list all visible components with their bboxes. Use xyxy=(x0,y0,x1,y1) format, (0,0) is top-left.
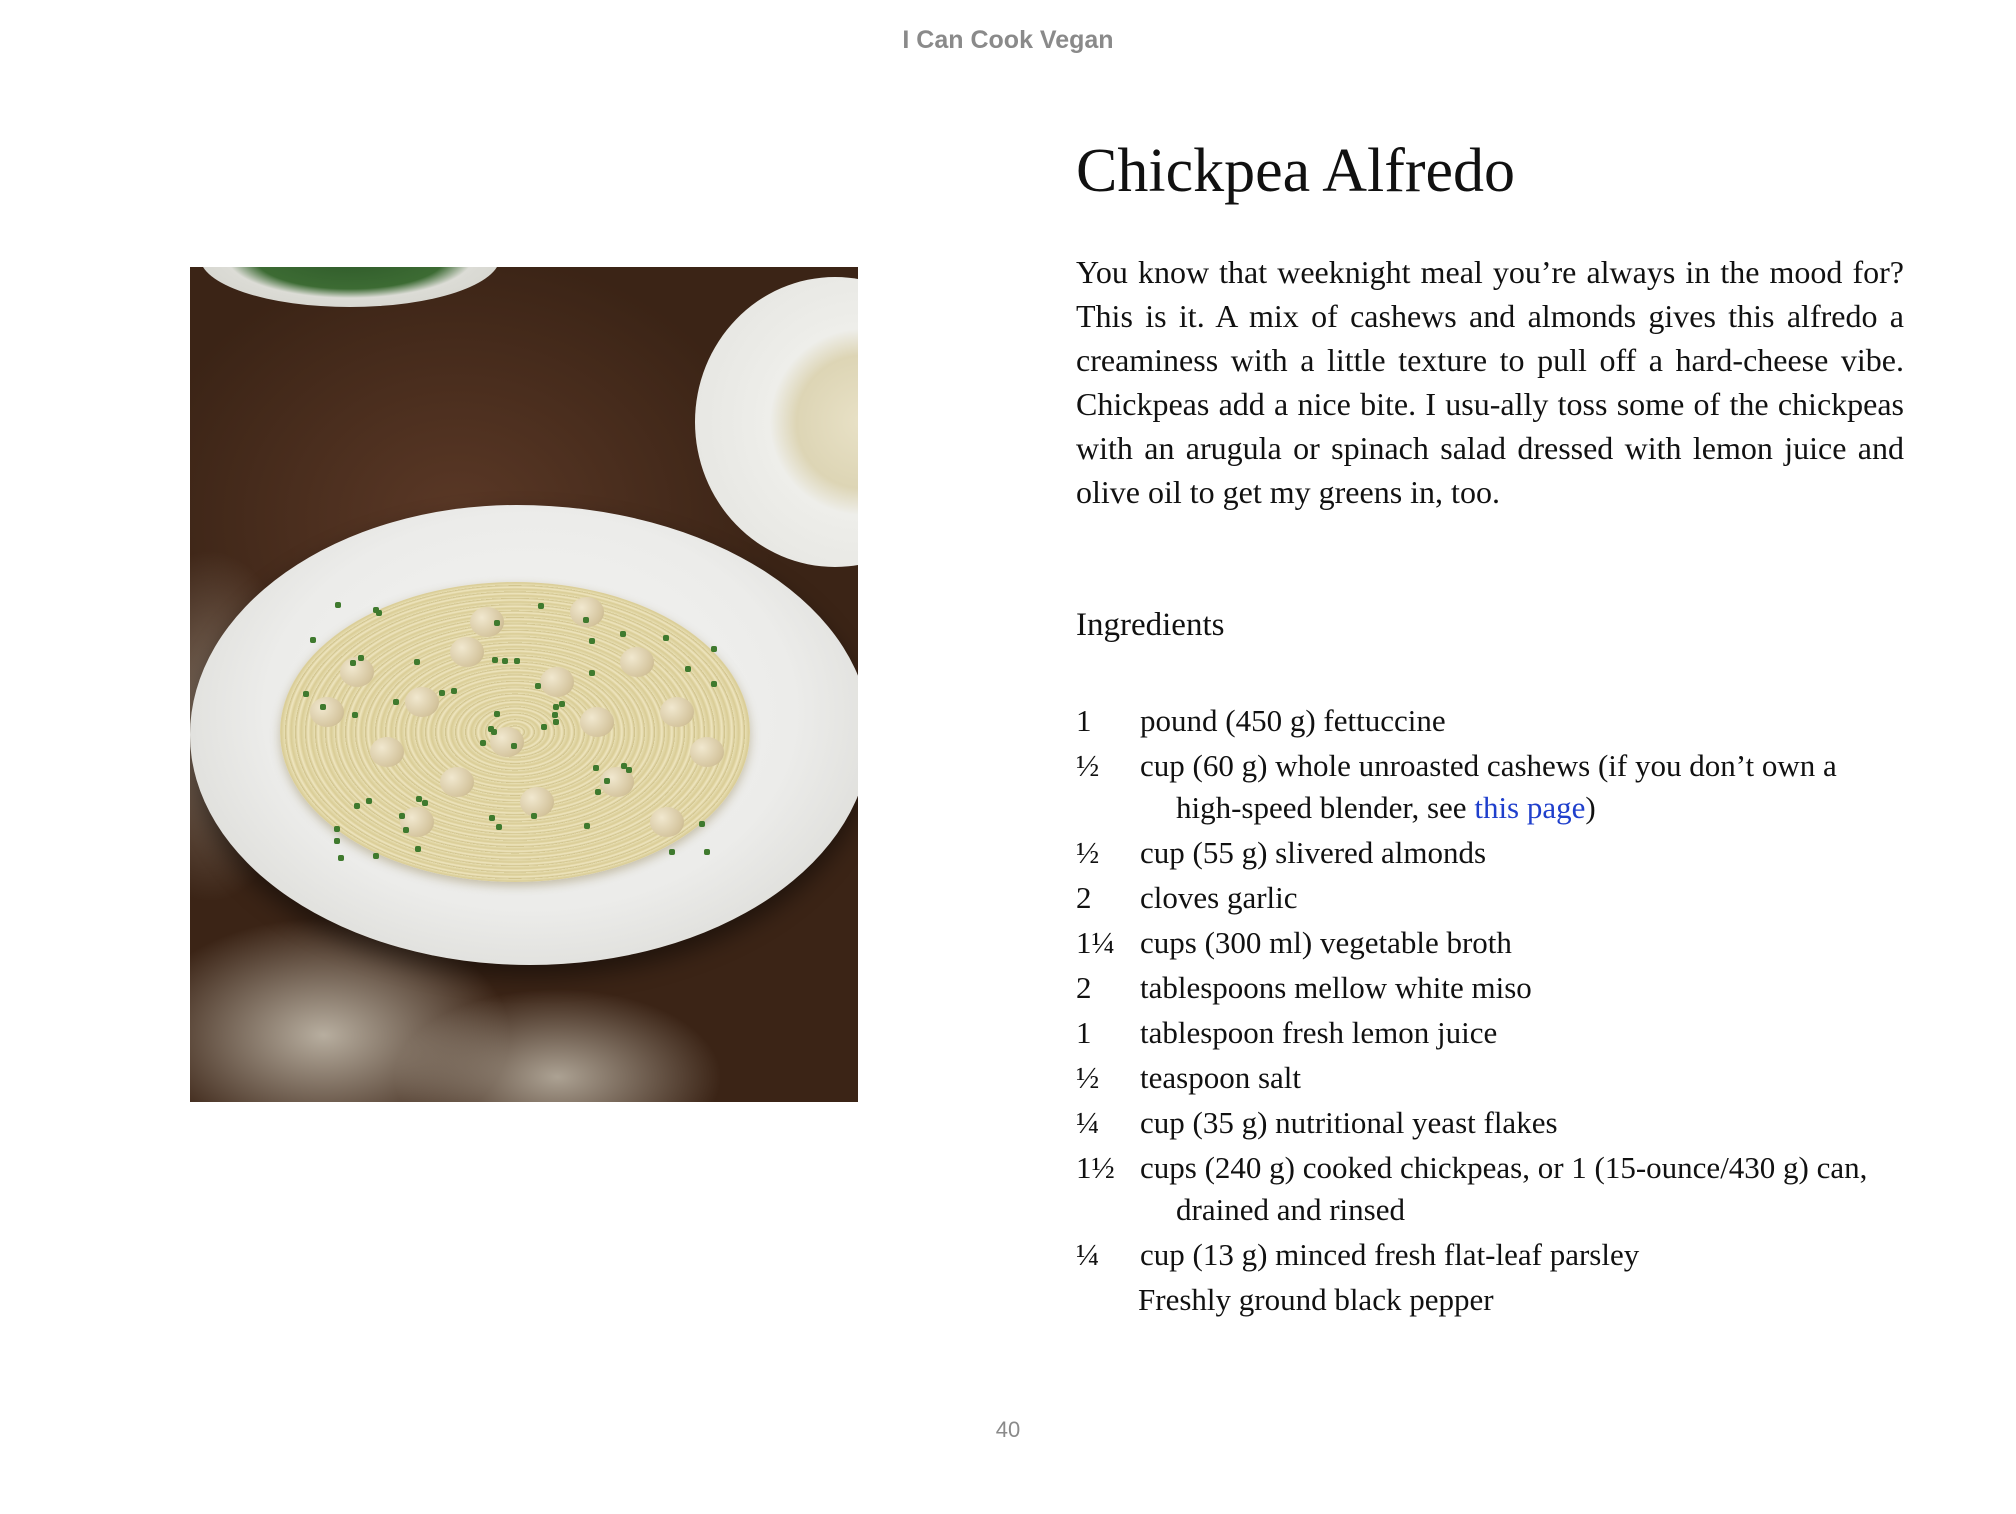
page-number: 40 xyxy=(995,1417,1021,1442)
ingredients-list xyxy=(1076,700,1916,1324)
ingredient-item xyxy=(1076,832,1916,874)
parsley-fleck xyxy=(553,719,559,725)
ingredient-qty: 1¼ xyxy=(1076,925,1115,960)
ingredient-item xyxy=(1076,967,1916,1009)
ingredient-qty: 1 xyxy=(1076,703,1092,738)
ingredient-continuation xyxy=(1140,787,1916,829)
herb-bowl xyxy=(200,267,500,307)
parsley-fleck xyxy=(511,743,517,749)
parsley-fleck xyxy=(303,691,309,697)
chickpea xyxy=(440,767,474,797)
ingredient-cont-text: high-speed blender, see xyxy=(1176,790,1475,825)
parsley-fleck xyxy=(350,660,356,666)
ingredient-cont-end: ) xyxy=(1585,790,1596,825)
parsley-fleck xyxy=(663,635,669,641)
parsley-fleck xyxy=(338,855,344,861)
chickpea xyxy=(620,647,654,677)
ingredient-item xyxy=(1076,922,1916,964)
parsley-fleck xyxy=(334,838,340,844)
ingredient-qty: ½ xyxy=(1076,835,1100,870)
parsley-fleck xyxy=(422,800,428,806)
parsley-fleck xyxy=(393,699,399,705)
ingredient-continuation: drained and rinsed xyxy=(1176,1192,1405,1227)
parsley-fleck xyxy=(604,778,610,784)
parsley-fleck xyxy=(595,789,601,795)
parsley-fleck xyxy=(416,796,422,802)
ingredient-item xyxy=(1076,1012,1916,1054)
recipe-photo xyxy=(190,267,858,1102)
ingredient-text: tablespoons mellow white miso xyxy=(1140,970,1532,1005)
parsley-fleck xyxy=(334,826,340,832)
parsley-fleck xyxy=(626,767,632,773)
parsley-fleck xyxy=(620,631,626,637)
ingredient-qty: ½ xyxy=(1076,1060,1100,1095)
ingredient-qty: ¼ xyxy=(1076,1105,1100,1140)
parsley-fleck xyxy=(451,688,457,694)
parsley-fleck xyxy=(354,803,360,809)
ingredient-text: pound (450 g) fettuccine xyxy=(1140,703,1446,738)
recipe-intro: You know that weeknight meal you’re always in the mood for? This is it. A mix of cashews and almonds gives this alfredo a creaminess with a little texture to pull off a hard-cheese vibe. Chickpeas add a nice bite. I usu-ally toss some of the chickpeas with an arugula or spinach salad dressed with lemon juice and olive oil to get my greens in, too. xyxy=(1076,254,1904,510)
chickpea xyxy=(450,637,484,667)
parsley-fleck xyxy=(699,821,705,827)
ingredient-text: tablespoon fresh lemon juice xyxy=(1140,1015,1498,1050)
ingredient-qty: 2 xyxy=(1076,880,1092,915)
parsley-fleck xyxy=(552,712,558,718)
ingredient-item xyxy=(1076,1147,1916,1231)
parsley-fleck xyxy=(583,617,589,623)
parsley-fleck xyxy=(711,681,717,687)
ingredient-text: Freshly ground black pepper xyxy=(1138,1282,1494,1317)
side-plate xyxy=(695,277,858,567)
parsley-fleck xyxy=(373,853,379,859)
parsley-fleck xyxy=(589,638,595,644)
parsley-fleck xyxy=(669,849,675,855)
parsley-fleck xyxy=(399,813,405,819)
parsley-fleck xyxy=(494,620,500,626)
parsley-fleck xyxy=(439,690,445,696)
parsley-fleck xyxy=(494,711,500,717)
chickpea xyxy=(405,687,439,717)
parsley-fleck xyxy=(414,659,420,665)
ingredient-item xyxy=(1076,877,1916,919)
chickpea xyxy=(690,737,724,767)
chickpea xyxy=(650,807,684,837)
ingredient-qty: 2 xyxy=(1076,970,1092,1005)
parsley-fleck xyxy=(335,602,341,608)
ingredient-text: cup (35 g) nutritional yeast flakes xyxy=(1140,1105,1558,1140)
parsley-fleck xyxy=(492,657,498,663)
ingredient-item xyxy=(1076,1102,1916,1144)
parsley-fleck xyxy=(711,646,717,652)
ingredient-item xyxy=(1076,1234,1916,1276)
ingredient-qty: 1½ xyxy=(1076,1150,1115,1185)
parsley-fleck xyxy=(593,765,599,771)
parsley-fleck xyxy=(531,813,537,819)
parsley-fleck xyxy=(403,827,409,833)
parsley-fleck xyxy=(496,824,502,830)
chickpea xyxy=(580,707,614,737)
parsley-fleck xyxy=(489,815,495,821)
parsley-fleck xyxy=(415,846,421,852)
ingredient-qty: ¼ xyxy=(1076,1237,1100,1272)
ingredient-item xyxy=(1076,1057,1916,1099)
ingredient-item xyxy=(1076,745,1916,829)
recipe-title: Chickpea Alfredo xyxy=(1076,137,1516,205)
ingredient-text: cup (55 g) slivered almonds xyxy=(1140,835,1487,870)
chickpea xyxy=(660,697,694,727)
parsley-fleck xyxy=(589,670,595,676)
parsley-fleck xyxy=(480,740,486,746)
ingredient-text: cloves garlic xyxy=(1140,880,1298,915)
ingredient-text: cups (240 g) cooked chickpeas, or 1 (15-ounce/430 g) can, xyxy=(1140,1150,1868,1185)
ingredients-heading: Ingredients xyxy=(1076,607,1225,643)
parsley-fleck xyxy=(704,849,710,855)
parsley-fleck xyxy=(541,724,547,730)
chickpea xyxy=(340,657,374,687)
ingredient-text: cup (13 g) minced fresh flat-leaf parsley xyxy=(1140,1237,1640,1272)
chickpea xyxy=(540,667,574,697)
book-title: I Can Cook Vegan xyxy=(902,26,1114,54)
ingredient-item xyxy=(1076,700,1916,742)
parsley-fleck xyxy=(488,726,494,732)
parsley-fleck xyxy=(352,712,358,718)
chickpea xyxy=(370,737,404,767)
ingredient-text: cup (60 g) whole unroasted cashews (if you don’t own a xyxy=(1140,748,1837,783)
ingredient-text: cups (300 ml) vegetable broth xyxy=(1140,925,1512,960)
parsley-fleck xyxy=(366,798,372,804)
ingredient-item xyxy=(1076,1279,1916,1321)
parsley-fleck xyxy=(685,666,691,672)
parsley-fleck xyxy=(373,607,379,613)
parsley-fleck xyxy=(535,683,541,689)
this-page-link[interactable]: this page xyxy=(1474,790,1586,825)
ingredient-qty: ½ xyxy=(1076,748,1100,783)
parsley-fleck xyxy=(584,823,590,829)
ingredient-text: teaspoon salt xyxy=(1140,1060,1301,1095)
chickpea xyxy=(520,787,554,817)
chickpea xyxy=(310,697,344,727)
parsley-fleck xyxy=(514,658,520,664)
ingredient-qty: 1 xyxy=(1076,1015,1092,1050)
